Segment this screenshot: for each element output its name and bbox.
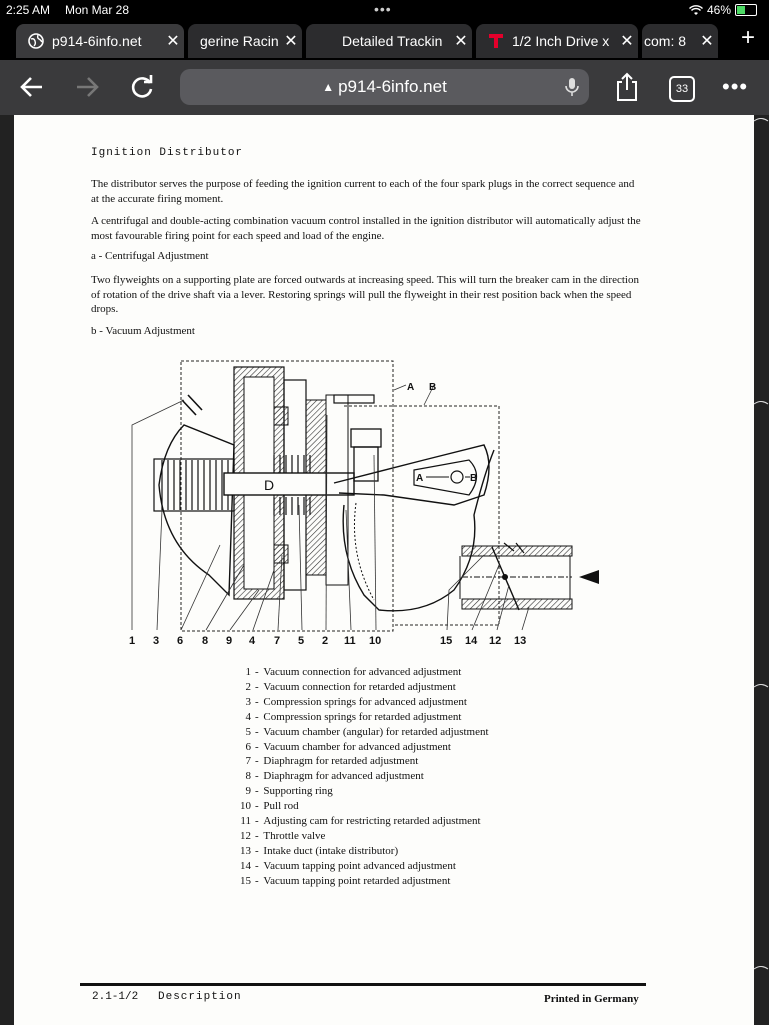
forward-arrow-icon[interactable] [73, 73, 101, 101]
legend-text: Vacuum connection for retarded adjustment [263, 680, 456, 693]
legend-dash: - [255, 844, 262, 857]
legend-item [234, 710, 564, 725]
legend-dash: - [255, 859, 262, 872]
legend-number: 5 [245, 725, 251, 738]
legend-text: Pull rod [263, 800, 299, 813]
legend-number: 14 [240, 859, 251, 872]
microphone-icon[interactable] [565, 77, 579, 97]
diagram-label-12: 12 [489, 635, 502, 647]
legend-dash: - [255, 770, 262, 783]
document-heading: Ignition Distributor [91, 147, 244, 159]
legend-text: Adjusting cam for restricting retarded adjustment [263, 815, 481, 828]
legend-number: 15 [240, 874, 251, 887]
diagram-label-14: 14 [465, 635, 478, 647]
status-time: 2:25 AM [6, 3, 51, 17]
legend-item [234, 784, 564, 799]
legend-text: Compression springs for retarded adjustment [263, 710, 462, 723]
diagram-legend [234, 665, 564, 889]
svg-text:B: B [470, 473, 478, 484]
legend-number: 9 [245, 785, 251, 798]
share-icon[interactable] [614, 72, 640, 102]
diagram-label-11: 11 [344, 635, 356, 647]
diagram-label-9: 9 [226, 635, 233, 647]
diagram-label-a: A [407, 382, 415, 393]
close-tab-icon[interactable]: ✕ [454, 33, 468, 50]
back-arrow-icon[interactable] [18, 73, 46, 101]
legend-dash: - [255, 755, 262, 768]
footer-rule [80, 983, 646, 986]
legend-dash: - [255, 785, 262, 798]
close-tab-icon[interactable]: ✕ [166, 33, 180, 50]
legend-dash: - [255, 725, 262, 738]
legend-number: 4 [245, 710, 251, 723]
legend-number: 1 [245, 666, 251, 678]
legend-text: Diaphragm for advanced adjustment [263, 770, 424, 783]
battery-percent: 46% [706, 3, 731, 17]
legend-item [234, 799, 564, 814]
legend-dash: - [255, 680, 262, 693]
tab-partial[interactable] [642, 24, 718, 58]
tab-label: gerine Racin [200, 33, 279, 49]
footer-section: Description [158, 991, 242, 1003]
legend-dash: - [255, 829, 262, 842]
diagram-label-6: 6 [177, 635, 184, 647]
legend-dash: - [255, 695, 262, 708]
tab-detailed-tracking[interactable] [306, 24, 472, 58]
diagram-label-13: 13 [514, 635, 527, 647]
legend-item [234, 814, 564, 829]
legend-text: Vacuum chamber (angular) for retarded adjustment [263, 725, 489, 738]
scroll-mark-icon [753, 963, 769, 971]
multitasking-dots-icon[interactable]: ••• [374, 1, 392, 17]
web-content[interactable] [0, 115, 769, 1025]
legend-number: 12 [240, 829, 251, 842]
tab-tangerine-racing[interactable] [188, 24, 302, 58]
legend-dash: - [255, 740, 262, 753]
legend-item [234, 829, 564, 844]
tab-label: p914-6info.net [52, 33, 142, 49]
legend-item [234, 874, 564, 889]
diagram-label-7: 7 [274, 635, 281, 647]
diagram-label-10: 10 [369, 635, 382, 647]
legend-item [234, 769, 564, 784]
svg-text:D: D [264, 477, 275, 493]
tab-label: 1/2 Inch Drive x [512, 33, 610, 49]
more-options-icon[interactable]: ••• [722, 74, 749, 99]
legend-text: Vacuum tapping point advanced adjustment [263, 859, 456, 872]
legend-item [234, 665, 564, 680]
url-text: p914-6info.net [338, 77, 447, 96]
status-bar [0, 0, 769, 22]
legend-number: 10 [240, 800, 251, 813]
diagram-label-8: 8 [202, 635, 209, 647]
diagram-label-5: 5 [298, 635, 305, 647]
address-bar[interactable] [180, 69, 589, 105]
tab-label: Detailed Trackin [342, 33, 443, 49]
diagram-label-b: B [429, 382, 437, 393]
legend-dash: - [255, 874, 262, 887]
legend-number: 8 [245, 770, 251, 783]
url-warning-icon: ▲ [322, 80, 335, 94]
footer-page-number: 2.1-1/2 [92, 991, 139, 1003]
close-tab-icon[interactable]: ✕ [620, 33, 634, 50]
footer-printed: Printed in Germany [544, 993, 639, 1005]
paragraph-purpose: The distributor serves the purpose of feeding the ignition current to each of the four spark plugs in the correct sequence and at the accurate firing moment. [91, 178, 635, 205]
tab-label: com: 8 [644, 33, 687, 49]
legend-item [234, 740, 564, 755]
legend-number: 11 [240, 815, 251, 828]
legend-number: 7 [245, 755, 251, 768]
legend-text: Vacuum tapping point retarded adjustment [263, 874, 451, 887]
new-tab-button[interactable]: + [740, 24, 755, 51]
legend-dash: - [255, 800, 262, 813]
tab-p914-6info[interactable] [16, 24, 184, 58]
legend-item [234, 844, 564, 859]
tab-overview-button[interactable]: 33 [669, 76, 695, 102]
legend-dash: - [255, 666, 262, 678]
tab-strip [0, 22, 769, 60]
legend-item [234, 725, 564, 740]
legend-item [234, 754, 564, 769]
scroll-mark-icon [753, 398, 769, 406]
tab-half-inch-drive[interactable] [476, 24, 638, 58]
subheading-centrifugal: a - Centrifugal Adjustment [91, 250, 209, 262]
legend-text: Compression springs for advanced adjustment [263, 695, 467, 708]
status-indicators [689, 3, 757, 17]
legend-item [234, 859, 564, 874]
legend-text: Throttle valve [263, 829, 326, 842]
status-date: Mon Mar 28 [65, 3, 130, 17]
svg-text:A: A [416, 473, 424, 484]
legend-item [234, 680, 564, 695]
close-tab-icon[interactable]: ✕ [284, 33, 298, 50]
diagram-label-1: 1 [129, 635, 136, 647]
legend-text: Diaphragm for retarded adjustment [263, 755, 419, 768]
scroll-mark-icon [753, 681, 769, 689]
reload-icon[interactable] [128, 73, 156, 101]
t-logo-icon [488, 33, 504, 49]
paragraph-flyweights: Two flyweights on a supporting plate are forced outwards at increasing speed. This will turn the breaker cam in the direction of rotation of the drive shaft via a lever. Restoring springs will pull the flyweight in their rest position back when the speed drops. [91, 274, 639, 315]
legend-item [234, 695, 564, 710]
wifi-icon [689, 5, 703, 16]
browser-toolbar [0, 60, 769, 115]
battery-icon [735, 4, 757, 16]
subheading-vacuum: b - Vacuum Adjustment [91, 325, 195, 337]
diagram-label-2: 2 [322, 635, 329, 647]
legend-text: Vacuum chamber for advanced adjustment [263, 740, 451, 753]
scroll-mark-icon [753, 115, 769, 123]
legend-number: 6 [245, 740, 251, 753]
globe-icon [28, 33, 44, 49]
document-page [14, 115, 754, 1025]
diagram-label-15: 15 [440, 635, 453, 647]
paragraph-vacuum-control: A centrifugal and double-acting combination vacuum control installed in the ignition distributor will automatically adjust the most favourable firing point for each speed and load of the engine. [91, 215, 641, 242]
distributor-diagram [124, 355, 604, 660]
legend-text: Vacuum connection for advanced adjustment [263, 666, 462, 678]
legend-dash: - [255, 710, 262, 723]
legend-text: Intake duct (intake distributor) [263, 844, 399, 857]
legend-number: 2 [245, 680, 251, 693]
legend-text: Supporting ring [263, 785, 333, 798]
legend-number: 13 [240, 844, 251, 857]
close-tab-icon[interactable]: ✕ [700, 33, 714, 50]
diagram-label-3: 3 [153, 635, 160, 647]
diagram-label-4: 4 [249, 635, 256, 647]
legend-dash: - [255, 815, 262, 828]
legend-number: 3 [245, 695, 251, 708]
